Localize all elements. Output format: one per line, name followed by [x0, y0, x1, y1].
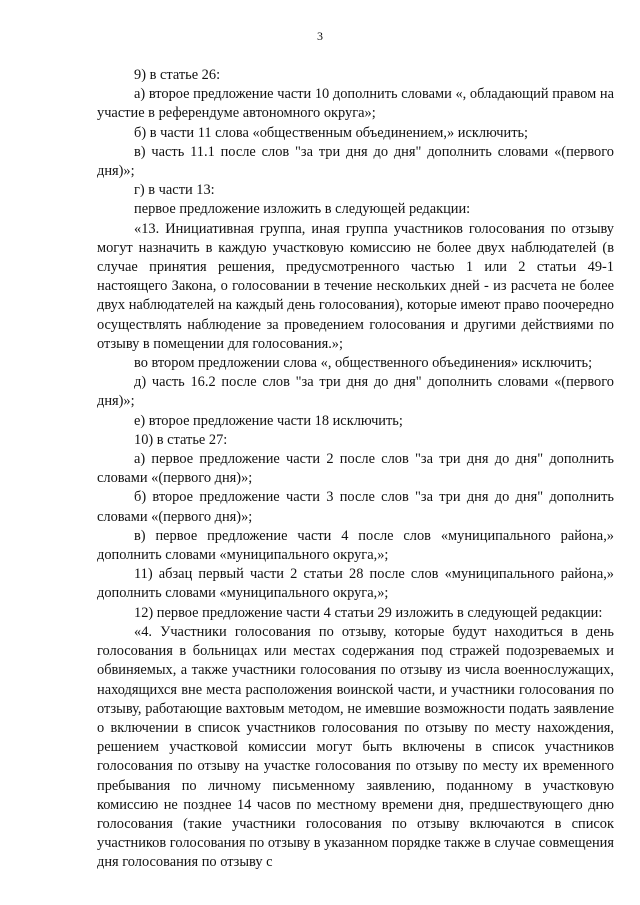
paragraph-subitem-9v: в) часть 11.1 после слов "за три дня до дня" дополнить словами «(первого дня)»; — [97, 143, 614, 180]
paragraph-subitem-10a: а) первое предложение части 2 после слов "за три дня до дня" дополнить словами «(первого дня)»; — [97, 451, 614, 487]
paragraph-subitem-9d: д) часть 16.2 после слов "за три дня до дня" дополнить словами «(первого дня)»; — [97, 374, 614, 410]
paragraph-first-sentence-instruction: первое предложение изложить в следующей редакции: — [134, 201, 471, 218]
paragraph-second-sentence-instruction: во втором предложении слова «, общественного объединения» исключить; — [134, 355, 593, 372]
paragraph-subitem-10b: б) второе предложение части 3 после слов "за три дня до дня" дополнить словами «(первого дня)»; — [97, 489, 614, 525]
paragraph-item-11: 11) абзац первый части 2 статьи 28 после слов «муниципального района,» дополнить словами «муниципального округа,»; — [97, 566, 614, 602]
page-number: 3 — [317, 29, 323, 43]
document-body — [97, 66, 614, 873]
paragraph-subitem-10v: в) первое предложение части 4 после слов «муниципального района,» дополнить словами «муниципального округа,»; — [97, 527, 614, 564]
paragraph-subitem-9a: а) второе предложение части 10 дополнить словами «, обладающий правом на участие в референдуме автономного округа»; — [97, 86, 614, 122]
paragraph-subitem-9b: б) в части 11 слова «общественным объединением,» исключить; — [134, 124, 529, 141]
paragraph-item-10: 10) в статье 27: — [134, 431, 228, 448]
paragraph-subitem-9e: е) второе предложение части 18 исключить; — [134, 412, 403, 429]
paragraph-item-12: 12) первое предложение части 4 статьи 29 изложить в следующей редакции: — [134, 604, 603, 621]
paragraph-quoted-part-13: «13. Инициативная группа, иная группа участников голосования по отзыву могут назначить в каждую участковую комиссию не более двух наблюдателей (в случае принятия решения, предусмотренного частью 1 или 2 статьи 49-1 настоящего Закона, о голосовании в течение нескольких дней - из расчета не более двух наблюдателей на каждый день голосования), которые имеют право поочередно осуществлять наблюдение за проведением голосования и другими действиями по отзыву в помещении для голосования.»; — [97, 220, 614, 352]
paragraph-subitem-9g: г) в части 13: — [134, 182, 215, 199]
paragraph-item-9: 9) в статье 26: — [134, 67, 221, 83]
paragraph-quoted-part-4: «4. Участники голосования по отзыву, которые будут находиться в день голосования в больницах или местах содержания под стражей подозреваемых и обвиняемых, а также участники голосования по отзыву из числа военнослужащих, находящихся вне места расположения воинской части, и участники голосования по отзыву, работающие вахтовым методом, не имевшие возможности подать заявление о включении в список участников голосования по отзыву по месту нахождения, решением участковой комиссии могут быть включены в список участников голосования по отзыву на участке голосования по отзыву по месту их временного пребывания по личному письменному заявлению, поданному в участковую комиссию не позднее 14 часов по местному времени дня, предшествующего дню голосования (такие участники голосования по отзыву включаются в список участников голосования по отзыву в указанном порядке также в случае совмещения дня голосования по отзыву с — [97, 623, 614, 871]
